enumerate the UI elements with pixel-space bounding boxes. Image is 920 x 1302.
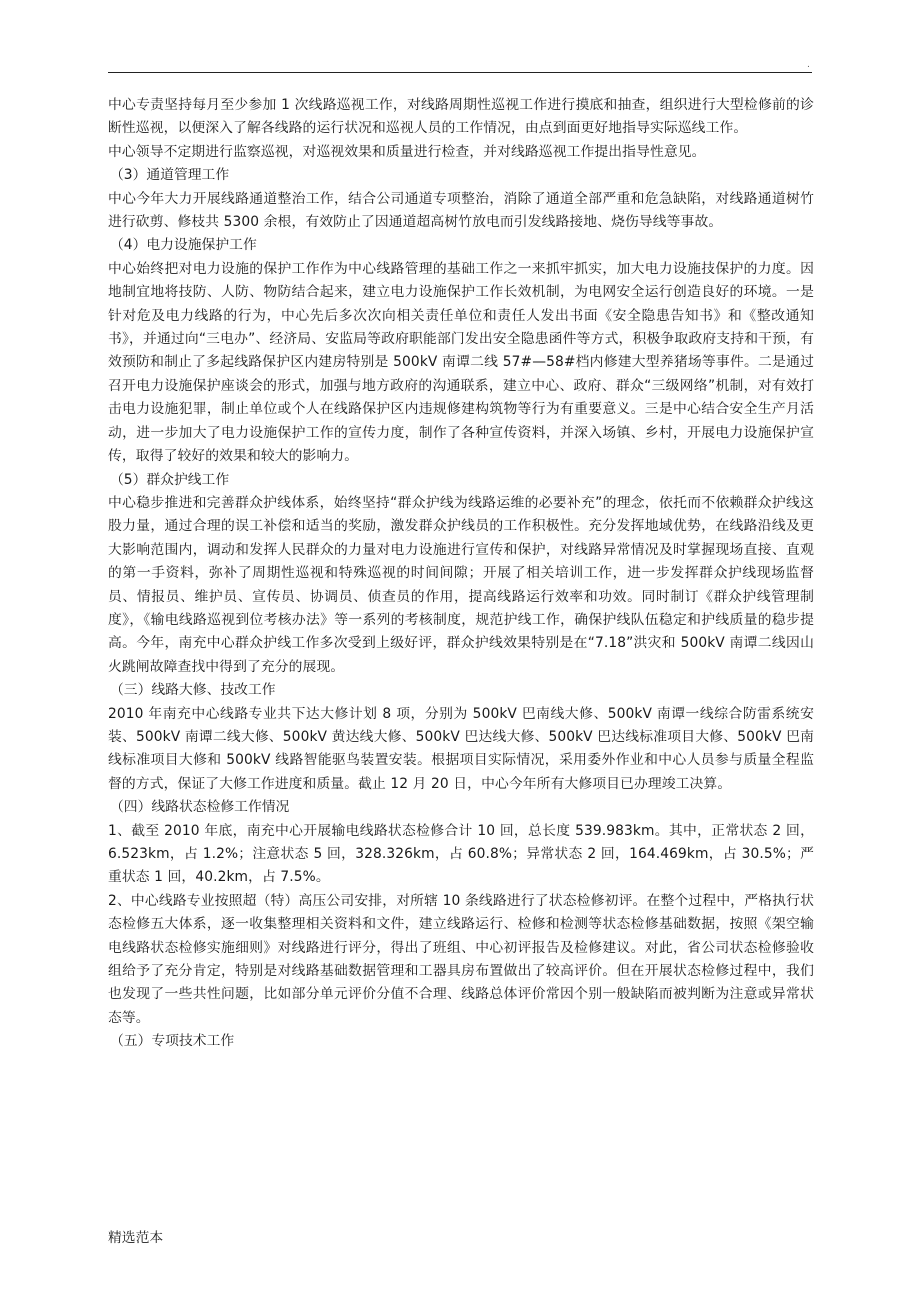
paragraph: 中心今年大力开展线路通道整治工作，结合公司通道专项整治，消除了通道全部严重和危急缺陷，对线路通道树竹进行砍剪、修枝共 5300 余根，有效防止了因通道超高树竹放电而引发线路接地、烧伤导线等事故。: [108, 190, 814, 231]
paragraph: 中心专责坚持每月至少参加 1 次线路巡视工作，对线路周期性巡视工作进行摸底和抽查，组织进行大型检修前的诊断性巡视，以便深入了解各线路的运行状况和巡视人员的工作情况，由点到面更好地指导实际巡线工作。: [108, 97, 814, 137]
paragraph: 2、中心线路专业按照超（特）高压公司安排，对所辖 10 条线路进行了状态检修初评。在整个过程中，严格执行状态检修五大体系，逐一收集整理相关资料和文件，建立线路运行、检修和检测等状态检修基础数据，按照《架空输电线路状态检修实施细则》对线路进行评分，得出了班组、中心初评报告及检修建议。对此，省公司状态检修验收组给予了充分肯定，特别是对线路基础数据管理和工器具房布置做出了较高评价。但在开展状态检修过程中，我们也发现了一些共性问题，比如部分单元评价分值不合理、线路总体评价常因个别一般缺陷而被判断为注意或异常状态等。: [108, 892, 814, 1026]
section-heading: （四）线路状态检修工作情况: [110, 799, 290, 816]
section-heading: （4）电力设施保护工作: [110, 237, 257, 254]
section-heading: （5）群众护线工作: [110, 471, 230, 488]
section-heading: （3）通道管理工作: [110, 167, 230, 184]
paragraph: 中心稳步推进和完善群众护线体系，始终坚持“群众护线为线路运维的必要补充”的理念，依托而不依赖群众护线这股力量，通过合理的误工补偿和适当的奖励，激发群众护线员的工作积极性。充分发挥地域优势，在线路沿线及更大影响范围内，调动和发挥人民群众的力量对电力设施进行宣传和保护，对线路异常情况及时掌握现场直接、直观的第一手资料，弥补了周期性巡视和特殊巡视的时间间隙；开展了相关培训工作，进一步发挥群众护线现场监督员、情报员、维护员、宣传员、协调员、侦查员的作用，提高线路运行效率和功效。同时制订《群众护线管理制度》，《输电线路巡视到位考核办法》等一系列的考核制度，规范护线工作，确保护线队伍稳定和护线质量的稳步提高。今年，南充中心群众护线工作多次受到上级好评，群众护线效果特别是在“7.18”洪灾和 500kV 南谭二线因山火跳闸故障查找中得到了充分的展现。: [108, 494, 814, 675]
paragraph: 2010 年南充中心线路专业共下达大修计划 8 项，分别为 500kV 巴南线大修、500kV 南谭一线综合防雷系统安装、500kV 南谭二线大修、500kV 黄达线大修、500kV 巴达线大修、500kV 巴达线标准项目大修、500kV 巴南线标准项目大修和 500kV 线路智能驱鸟装置安装。根据项目实际情况，采用委外作业和中心人员参与质量全程监督的方式，保证了大修工作进度和质量。截止 12 月 20 日，中心今年所有大修项目已办理竣工决算。: [108, 705, 814, 792]
section-heading: （五）专项技术工作: [110, 1033, 235, 1050]
paragraph: 中心始终把对电力设施的保护工作作为中心线路管理的基础工作之一来抓牢抓实，加大电力设施技保护的力度。因地制宜地将技防、人防、物防结合起来，建立电力设施保护工作长效机制，为电网安全运行创造良好的环境。一是针对危及电力线路的行为，中心先后多次次向相关责任单位和责任人发出书面《安全隐患告知书》和《整改通知书》，并通过向“三电办”、经济局、安监局等政府职能部门发出安全隐患函件等方式，积极争取政府支持和干预，有效预防和制止了多起线路保护区内建房特别是 500kV 南谭二线 57#—58#档内修建大型养猪场等事件。二是通过召开电力设施保护座谈会的形式，加强与地方政府的沟通联系，建立中心、政府、群众“三级网络”机制，对有效打击电力设施犯罪，制止单位或个人在线路保护区内违规修建构筑物等行为有重要意义。三是中心结合安全生产月活动，进一步加大了电力设施保护工作的宣传力度，制作了各种宣传资料，并深入场镇、乡村，开展电力设施保护宣传，取得了较好的效果和较大的影响力。: [108, 260, 814, 465]
section-heading: （三）线路大修、技改工作: [110, 682, 276, 699]
header-rule: [108, 72, 812, 73]
header-marker: .: [807, 60, 810, 70]
paragraph: 1、截至 2010 年底，南充中心开展输电线路状态检修合计 10 回，总长度 539.983km。其中，正常状态 2 回，6.523km，占 1.2%；注意状态 5 回，328.326km，占 60.8%；异常状态 2 回，164.469km，占 30.5%；严重状态 1 回，40.2km，占 7.5%。: [108, 822, 814, 886]
document-body: [108, 94, 814, 1054]
footer-text: 精选范本: [108, 1230, 164, 1246]
paragraph: 中心领导不定期进行监察巡视，对巡视效果和质量进行检查，并对线路巡视工作提出指导性意见。: [108, 143, 706, 160]
